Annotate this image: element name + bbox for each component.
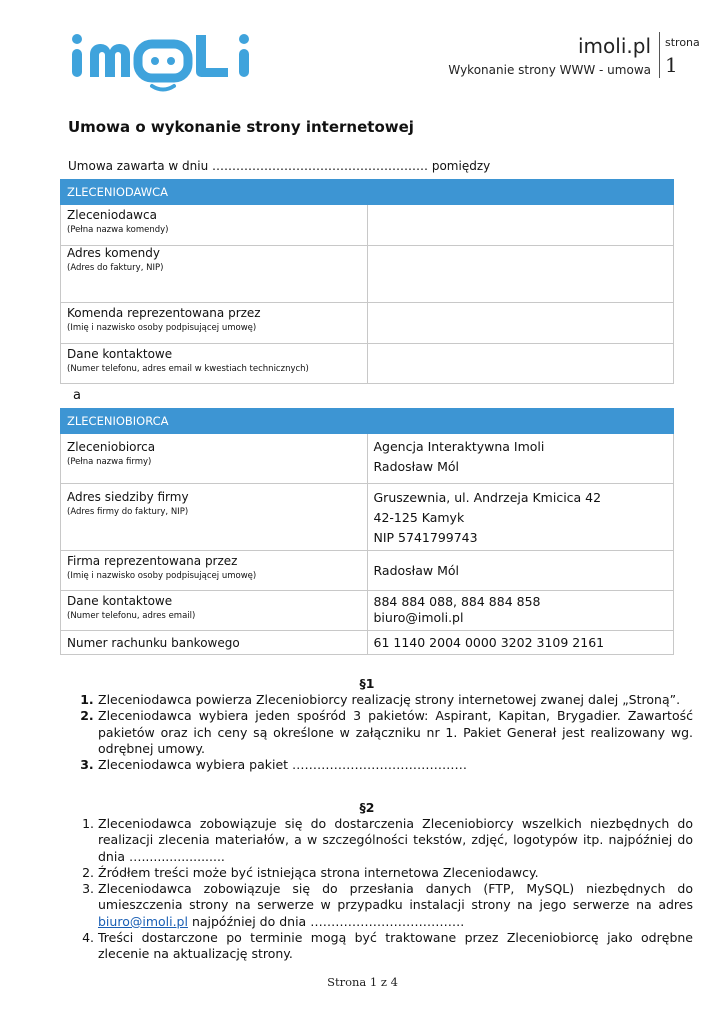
row-hint: (Imię i nazwisko osoby podpisującej umowę) [67, 571, 257, 581]
table-row [61, 205, 674, 246]
site-name: imoli.pl [578, 34, 651, 58]
value-line: 884 884 088, 884 884 858 [373, 594, 541, 609]
table-row [61, 591, 674, 631]
client-table-heading: ZLECENIODAWCA [61, 180, 674, 205]
row-label-cell [61, 344, 368, 384]
row-label-cell [61, 246, 368, 303]
row-label-cell [61, 303, 368, 344]
client-address-field[interactable] [367, 246, 674, 303]
value-line: Radosław Mól [373, 459, 459, 474]
imoli-logo-graphic [68, 30, 258, 92]
row-value-cell [367, 434, 674, 484]
row-value-cell [367, 591, 674, 631]
section-2-list [62, 816, 693, 963]
list-item: 4. Treści dostarczone po terminie mogą być traktowane przez Zleceniobiorcę jako odrębne zlecenie na aktualizację strony. [98, 930, 693, 963]
row-hint: (Pełna nazwa komendy) [67, 225, 169, 235]
contractor-table [60, 408, 674, 655]
section-2-title: §2 [359, 800, 375, 815]
table-row [61, 303, 674, 344]
row-label: Dane kontaktowe [67, 594, 173, 608]
row-label: Zleceniobiorca [67, 440, 156, 454]
row-label-cell [61, 484, 368, 551]
contract-intro: Umowa zawarta w dniu ……………………………………………… pomiędzy [68, 159, 491, 173]
row-label: Firma reprezentowana przez [67, 554, 238, 568]
value-line: Gruszewnia, ul. Andrzeja Kmicica 42 [373, 490, 602, 505]
row-value-cell [367, 631, 674, 655]
table-row [61, 344, 674, 384]
table-row [61, 551, 674, 591]
email-link[interactable]: biuro@imoli.pl [98, 913, 188, 929]
document-subtitle: Wykonanie strony WWW - umowa [448, 63, 651, 77]
page-title: Umowa o wykonanie strony internetowej [68, 118, 414, 136]
row-label: Komenda reprezentowana przez [67, 306, 261, 320]
row-label: Numer rachunku bankowego [67, 635, 240, 650]
table-row [61, 631, 674, 655]
header-divider [659, 32, 660, 78]
row-hint: (Numer telefonu, adres email w kwestiach technicznych) [67, 364, 309, 374]
client-name-field[interactable] [367, 205, 674, 246]
row-label: Dane kontaktowe [67, 347, 173, 361]
table-row [61, 434, 674, 484]
value-line: NIP 5741799743 [373, 530, 478, 545]
row-label: Adres siedziby firmy [67, 490, 189, 504]
value-line: Agencja Interaktywna Imoli [373, 439, 545, 454]
list-item: 1. Zleceniodawca powierza Zleceniobiorcy realizację strony internetowej zwanej dalej „Stroną”. [98, 692, 693, 708]
page-label: strona [665, 36, 700, 49]
section-1-title: §1 [359, 676, 375, 691]
value-line: Radosław Mól [373, 562, 459, 578]
row-label: Adres komendy [67, 246, 160, 260]
list-item-text: najpóźniej do dnia ………………………………. [187, 913, 465, 929]
row-hint: (Adres firmy do faktury, NIP) [67, 507, 189, 517]
row-label: Zleceniodawca [67, 208, 157, 222]
row-label-cell [61, 434, 368, 484]
page-number: 1 [665, 53, 678, 77]
value-line: 61 1140 2004 0000 3202 3109 2161 [373, 634, 605, 650]
contractor-table-heading: ZLECENIOBIORCA [61, 409, 674, 434]
row-label-cell [61, 591, 368, 631]
value-line: 42-125 Kamyk [373, 510, 465, 525]
table-row [61, 246, 674, 303]
client-table [60, 179, 674, 384]
row-hint: (Pełna nazwa firmy) [67, 457, 152, 467]
value-line: biuro@imoli.pl [373, 610, 464, 625]
page-footer: Strona 1 z 4 [327, 975, 398, 989]
list-item-text: Zleceniodawca zobowiązuje się do przesłania danych (FTP, MySQL) niezbędnych do umieszczenia strony na serwerze w przypadku instalacji strony na jego serwerze na adres [98, 881, 693, 913]
list-item: 2. Zleceniodawca wybiera jeden spośród 3 pakietów: Aspirant, Kapitan, Brygadier. Zawartość pakietów oraz ich ceny są określone w załączniku nr 1. Pakiet Generał jest realizowany wg. odrębnej umowy. [98, 708, 693, 757]
list-item: 2. Źródłem treści może być istniejąca strona internetowa Zleceniodawcy. [98, 865, 693, 881]
table-row [61, 484, 674, 551]
row-label-cell [61, 551, 368, 591]
list-item: 1. Zleceniodawca zobowiązuje się do dostarczenia Zleceniobiorcy wszelkich niezbędnych do realizacji zlecenia materiałów, a w szczególności tekstów, zdjęć, logotypów itp. najpóźniej do dnia …..................... [98, 816, 693, 865]
row-label-cell [61, 631, 368, 655]
row-value-cell [367, 484, 674, 551]
row-hint: (Imię i nazwisko osoby podpisującej umowę) [67, 323, 257, 333]
row-value-cell [367, 551, 674, 591]
list-item [98, 881, 693, 930]
client-representative-field[interactable] [367, 303, 674, 344]
row-label-cell [61, 205, 368, 246]
client-contact-field[interactable] [367, 344, 674, 384]
section-1-list [62, 692, 693, 773]
separator-text: a [73, 388, 81, 403]
list-item: 3. Zleceniodawca wybiera pakiet …………………………………… [98, 757, 693, 773]
row-hint: (Numer telefonu, adres email) [67, 611, 196, 621]
imoli-logo [68, 30, 258, 92]
row-hint: (Adres do faktury, NIP) [67, 263, 164, 273]
